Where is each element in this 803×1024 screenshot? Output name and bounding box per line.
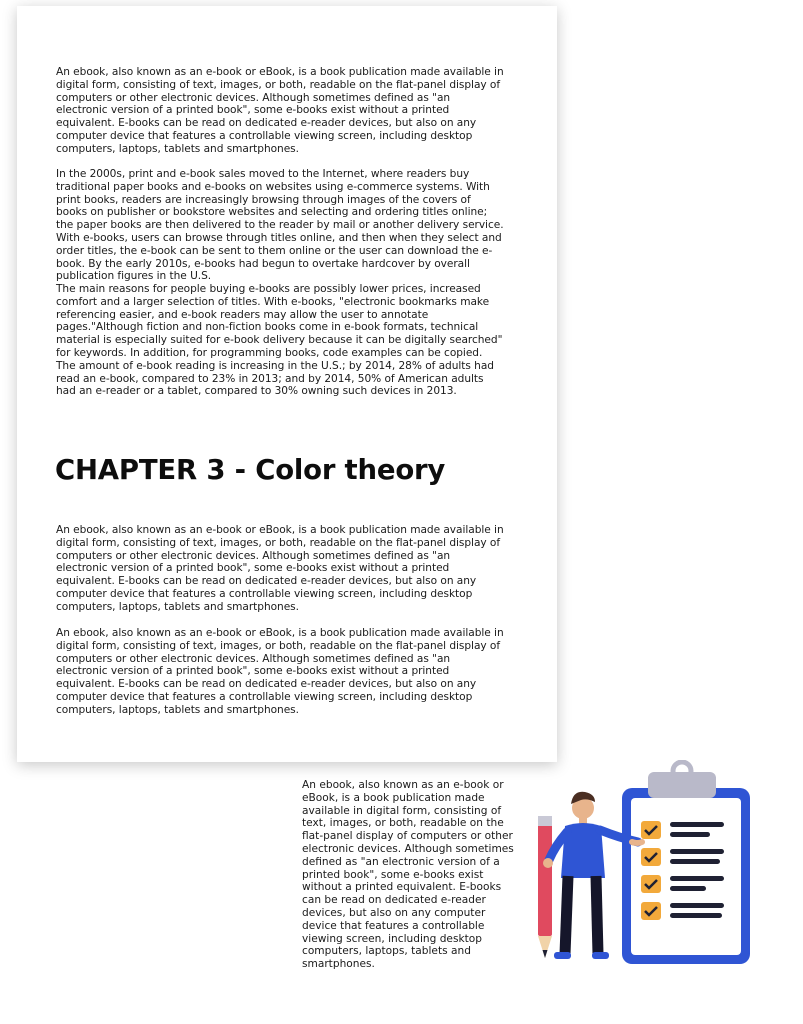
paragraph-chapter-2: An ebook, also known as an e-book or eBook, is a book publication made available in digital form, consisting of text, images, or both, readable on the flat-panel display of computers or other electronic devices. Although sometimes defined as "an electronic version of a printed book", some e-books exist without a printed equivalent. E-books can be read on dedicated e-reader devices, but also on any computer device that features a controllable viewing screen, including desktop computers, laptops, tablets and smartphones. — [56, 627, 504, 716]
paragraph-reasons: The main reasons for people buying e-books are possibly lower prices, increased comfort and a larger selection of titles. With e-books, "electronic bookmarks make referencing easier, and e-book readers may allow the user to annotate pages."Although fiction and non-fiction books come in e-book formats, technical material is especially suited for e-book delivery because it can be digitally searched" for keywords. In addition, for programming books, code examples can be copied. The amount of e-book reading is increasing in the U.S.; by 2014, 28% of adults had read an e-book, compared to 23% in 2013; and by 2014, 50% of American adults had an e-reader or a tablet, compared to 30% owning such devices in 2013. — [56, 283, 503, 398]
paragraph-intro: An ebook, also known as an e-book or eBook, is a book publication made available in digital form, consisting of text, images, or both, readable on the flat-panel display of computers or other electronic devices. Although sometimes defined as "an electronic version of a printed book", some e-books exist without a printed equivalent. E-books can be read on dedicated e-reader devices, but also on any computer device that features a controllable viewing screen, including desktop computers, laptops, tablets and smartphones. — [56, 66, 504, 155]
paragraph-chapter-1: An ebook, also known as an e-book or eBook, is a book publication made available in digital form, consisting of text, images, or both, readable on the flat-panel display of computers or other electronic devices. Although sometimes defined as "an electronic version of a printed book", some e-books exist without a printed equivalent. E-books can be read on dedicated e-reader devices, but also on any computer device that features a controllable viewing screen, including desktop computers, laptops, tablets and smartphones. — [56, 524, 504, 613]
checklist-illustration — [530, 760, 780, 970]
bottom-column-paragraph: An ebook, also known as an e-book or eBook, is a book publication made available in digital form, consisting of text, images, or both, readable on the flat-panel display of computers or other electronic devices. Although sometimes defined as "an electronic version of a printed book", some e-books exist without a printed equivalent. E-books can be read on dedicated e-reader devices, but also on any computer device that features a controllable viewing screen, including desktop computers, laptops, tablets and smartphones. — [302, 779, 514, 971]
chapter-title: CHAPTER 3 - Color theory — [55, 454, 446, 486]
front-page — [17, 6, 557, 762]
paragraph-sales: In the 2000s, print and e-book sales moved to the Internet, where readers buy traditional paper books and e-books on websites using e-commerce systems. With print books, readers are increasingly browsing through images of the covers of books on publisher or bookstore websites and selecting and ordering titles online; the paper books are then delivered to the reader by mail or another delivery service. With e-books, users can browse through titles online, and then when they select and order titles, the e-book can be sent to them online or the user can download the e-book. By the early 2010s, e-books had begun to overtake hardcover by overall publication figures in the U.S. — [56, 168, 504, 283]
